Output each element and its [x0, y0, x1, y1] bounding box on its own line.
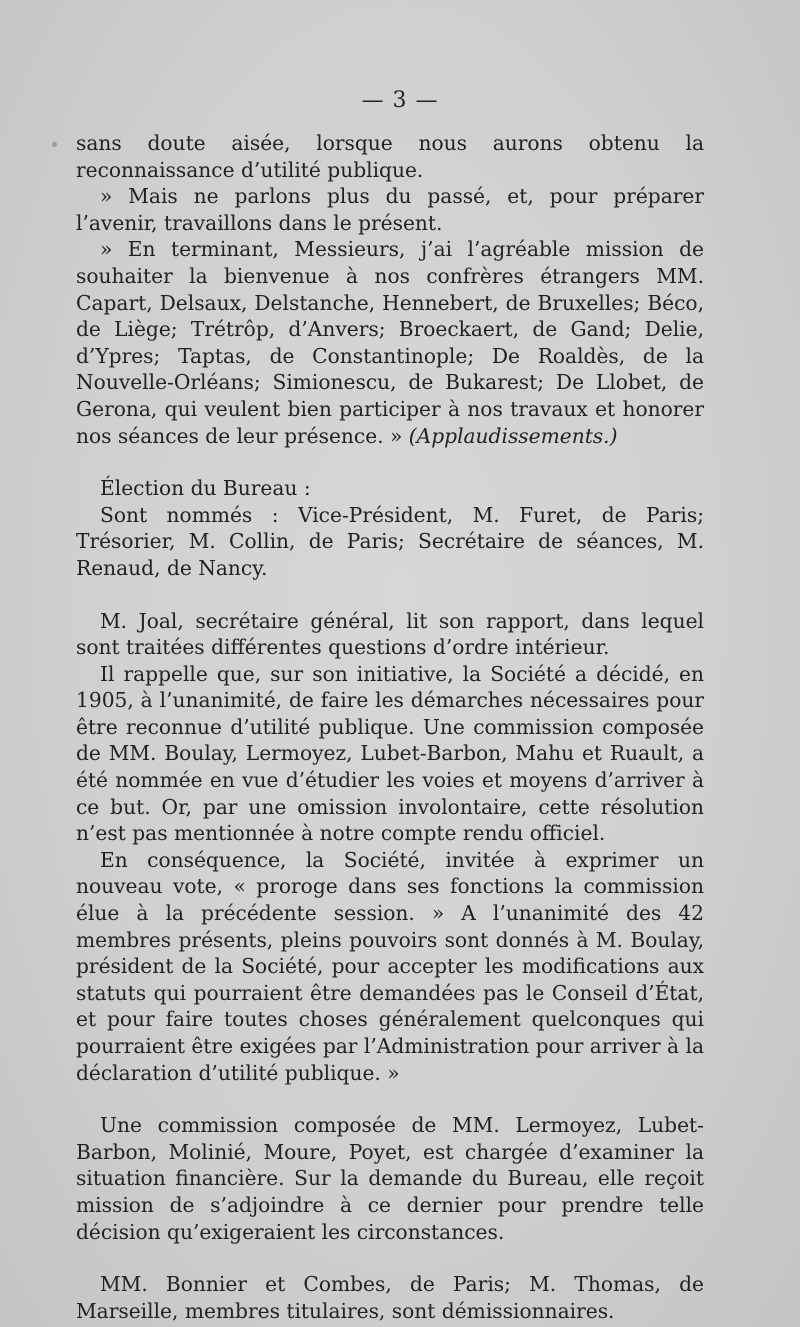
applause-note: (Applaudissements.): [408, 423, 618, 448]
paragraph-finance: Une commission composée de MM. Lermoyez, Lubet-Barbon, Molinié, Moure, Poyet, est chargée d’examiner la situation financière. Sur la demande du Bureau, elle reçoit mission de s’adjoindre à ce dernier pour prendre telle décision qu’exigeraient les circonstances.: [76, 1113, 704, 1244]
paragraph-1: sans doute aisée, lorsque nous aurons obtenu la reconnaissance d’utilité publique.: [76, 131, 704, 182]
paragraph-3: [76, 236, 704, 449]
paragraph-commission: Il rappelle que, sur son initiative, la Société a décidé, en 1905, à l’unanimité, de faire les démarches nécessaires pour être reconnue d’utilité publique. Une commission composée de MM. Boulay, Lermoyez, Lubet-Barbon, Mahu et Ruault, a été nommée en vue d’étudier les voies et moyens d’arriver à ce but. Or, par une omission involontaire, cette résolution n’est pas mentionnée à notre compte rendu officiel.: [76, 661, 704, 846]
paragraph-resignations: MM. Bonnier et Combes, de Paris; M. Thomas, de Marseille, membres titulaires, sont démissionnaires.: [76, 1272, 704, 1323]
paragraph-report: M. Joal, secrétaire général, lit son rapport, dans lequel sont traitées différentes questions d’ordre intérieur.: [76, 608, 704, 660]
paragraph-appointments: Sont nommés : Vice-Président, M. Furet, de Paris; Trésorier, M. Collin, de Paris; Secrétaire de séances, M. Renaud, de Nancy.: [76, 502, 704, 580]
paragraph-3-text: » En terminant, Messieurs, j’ai l’agréable mission de souhaiter la bienvenue à nos confrères étrangers MM. Capart, Delsaux, Delstanche, Hennebert, de Bruxelles; Béco, de Liège; Trétrôp, d’Anvers; Broeckaert, de Gand; Delie, d’Ypres; Taptas, de Constantinople; De Roaldès, de la Nouvelle-Orléans; Simionescu, de Bukarest; De Llobet, de Gerona, qui veulent bien participer à nos travaux et honorer nos séances de leur présence. »: [76, 237, 704, 448]
paragraph-vote: En conséquence, la Société, invitée à exprimer un nouveau vote, « proroge dans ses fonctions la commission élue à la précédente session. » A l’unanimité des 42 membres présents, pleins pouvoirs sont donnés à M. Boulay, président de la Société, pour accepter les modifications aux statuts qui pourraient être demandées pas le Conseil d’État, et pour faire toutes choses généralement quelconques qui pourraient être exigées par l’Administration pour arriver à la déclaration d’utilité publique. »: [76, 847, 704, 1085]
paragraph-2: » Mais ne parlons plus du passé, et, pour préparer l’avenir, travaillons dans le présent.: [76, 184, 704, 235]
body-text: [76, 130, 704, 1324]
page-number: — 3 —: [361, 88, 439, 113]
paper-speck: [52, 142, 57, 147]
bureau-election-heading: Élection du Bureau :: [100, 476, 311, 501]
